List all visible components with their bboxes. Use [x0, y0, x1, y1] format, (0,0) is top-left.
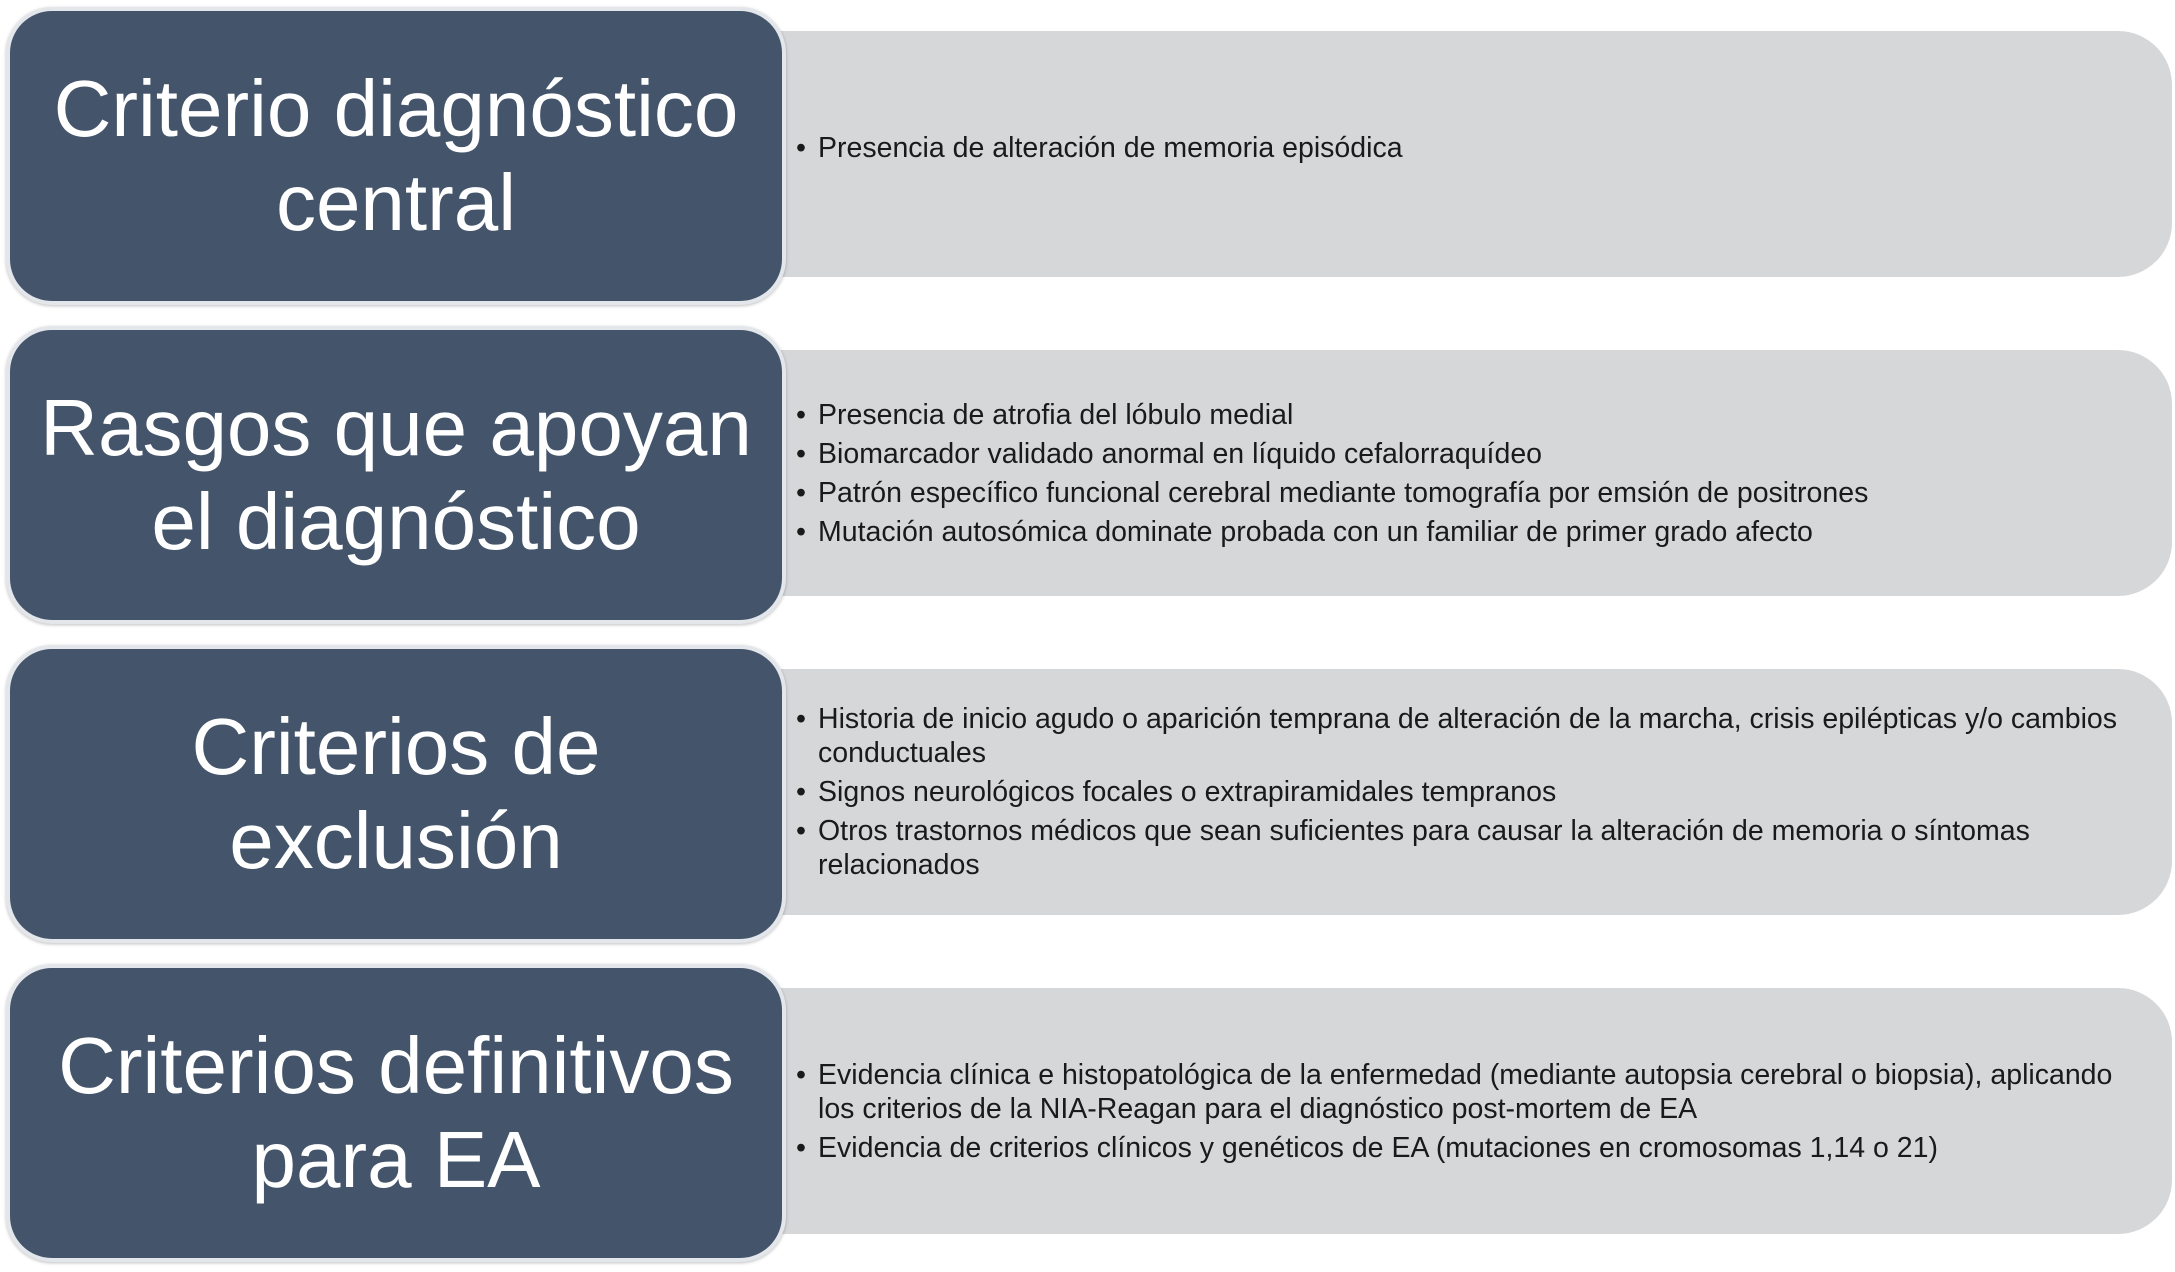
bullet-icon: • — [796, 703, 806, 735]
criteria-detail-panel — [740, 350, 2172, 596]
criteria-row-supporting — [0, 322, 2175, 628]
criteria-header-title: Criterio diagnóstico central — [53, 64, 739, 247]
bullet-icon: • — [796, 476, 806, 509]
bullet-text: Presencia de alteración de memoria episódica — [818, 132, 1403, 164]
bullet-icon: • — [796, 815, 806, 847]
criteria-bullet-item — [796, 775, 2144, 809]
bullet-text: Patrón específico funcional cerebral mediante tomografía por emsión de positrones — [818, 476, 1869, 509]
bullet-icon: • — [796, 132, 806, 164]
criteria-header-box — [6, 326, 786, 624]
bullet-icon: • — [796, 776, 806, 808]
criteria-bullet-list — [796, 398, 2144, 549]
criteria-header-title: Rasgos que apoyan el diagnóstico — [40, 383, 752, 566]
criteria-bullet-list — [796, 1058, 2144, 1165]
bullet-icon: • — [796, 515, 806, 548]
bullet-text: Mutación autosómica dominate probada con un familiar de primer grado afecto — [818, 515, 1813, 548]
criteria-header-box — [6, 7, 786, 305]
criteria-header-title: Criterios definitivos para EA — [58, 1021, 734, 1204]
criteria-bullet-list — [796, 702, 2144, 882]
bullet-icon: • — [796, 1058, 806, 1091]
bullet-icon: • — [796, 437, 806, 470]
bullet-text: Evidencia clínica e histopatológica de la enfermedad (mediante autopsia cerebral o biopsia), aplicando los criterios de la NIA-Reagan para el diagnóstico post-mortem de EA — [818, 1058, 2113, 1125]
bullet-text: Signos neurológicos focales o extrapiramidales tempranos — [818, 776, 1557, 808]
criteria-bullet-item — [796, 131, 2144, 165]
criteria-detail-panel — [740, 31, 2172, 277]
criteria-bullet-item — [796, 476, 2144, 510]
bullet-icon: • — [796, 1131, 806, 1164]
criteria-bullet-item — [796, 814, 2144, 882]
bullet-text: Historia de inicio agudo o aparición temprana de alteración de la marcha, crisis epilépticas y/o cambios conductuales — [818, 703, 2118, 769]
bullet-text: Otros trastornos médicos que sean suficientes para causar la alteración de memoria o síntomas relacionados — [818, 815, 2030, 881]
criteria-row-definitive — [0, 960, 2175, 1266]
criteria-header-box — [6, 645, 786, 943]
criteria-bullet-item — [796, 515, 2144, 549]
criteria-bullet-item — [796, 1058, 2144, 1126]
criteria-header-box — [6, 964, 786, 1262]
criteria-bullet-item — [796, 398, 2144, 432]
bullet-text: Evidencia de criterios clínicos y genéticos de EA (mutaciones en cromosomas 1,14 o 21) — [818, 1131, 1938, 1164]
bullet-icon: • — [796, 398, 806, 431]
criteria-bullet-item — [796, 702, 2144, 770]
criteria-bullet-item — [796, 1131, 2144, 1165]
criteria-bullet-item — [796, 437, 2144, 471]
criteria-bullet-list — [796, 131, 2144, 165]
criteria-detail-panel — [740, 669, 2172, 915]
bullet-text: Biomarcador validado anormal en líquido cefalorraquídeo — [818, 437, 1543, 470]
bullet-text: Presencia de atrofia del lóbulo medial — [818, 398, 1294, 431]
criteria-row-exclusion — [0, 641, 2175, 947]
criteria-row-central — [0, 3, 2175, 309]
criteria-detail-panel — [740, 988, 2172, 1234]
criteria-header-title: Criterios de exclusión — [191, 702, 601, 885]
